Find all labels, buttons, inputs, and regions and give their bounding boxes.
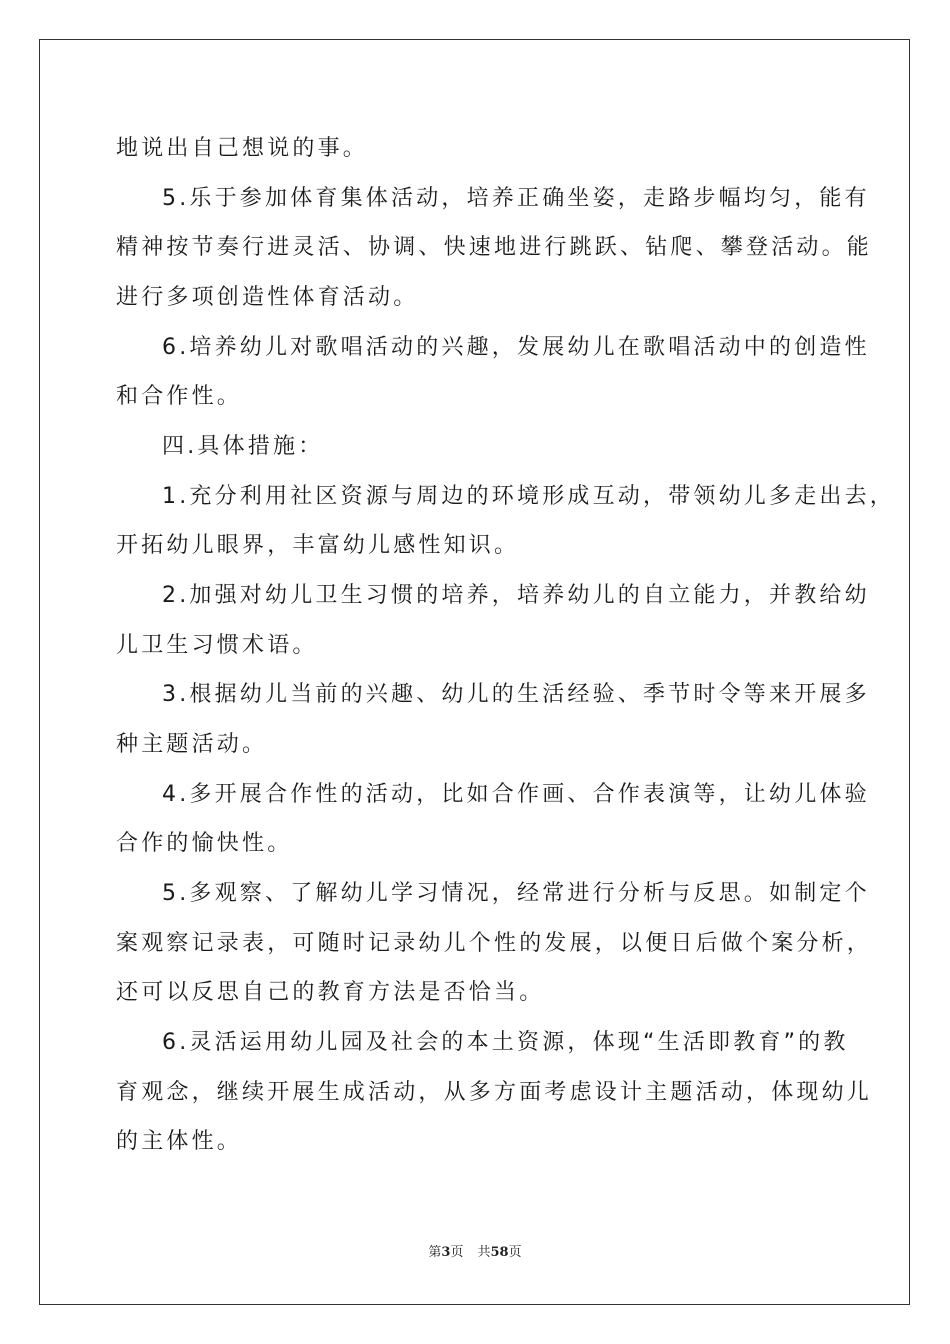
text-line: 种主题活动。: [116, 732, 268, 757]
text-line: 开拓幼儿眼界，丰富幼儿感性知识。: [116, 533, 520, 558]
total-pages-suffix: 页: [508, 1245, 522, 1260]
text-line: 和合作性。: [116, 384, 243, 409]
text-line: 6.培养幼儿对歌唱活动的兴趣，发展幼儿在歌唱活动中的创造性: [162, 335, 870, 360]
text-line: 1.充分利用社区资源与周边的环境形成互动，带领幼儿多走出去，: [162, 484, 895, 509]
total-pages-prefix: 共: [477, 1245, 491, 1260]
page-number-suffix: 页: [450, 1245, 464, 1260]
total-pages-number: 58: [490, 1245, 509, 1260]
text-line: 合作的愉快性。: [116, 831, 293, 856]
section-heading: 四.具体措施：: [162, 434, 324, 459]
text-line: 还可以反思自己的教育方法是否恰当。: [116, 980, 545, 1005]
text-line: 儿卫生习惯术语。: [116, 633, 318, 658]
text-line: 进行多项创造性体育活动。: [116, 285, 419, 310]
text-line: 精神按节奏行进灵活、协调、快速地进行跳跃、钻爬、攀登活动。能: [116, 235, 873, 260]
text-line: 的主体性。: [116, 1129, 243, 1154]
page-footer: [0, 1244, 950, 1262]
text-line: 6.灵活运用幼儿园及社会的本土资源，体现“生活即教育”的教: [162, 1030, 849, 1055]
text-line: 3.根据幼儿当前的兴趣、幼儿的生活经验、季节时令等来开展多: [162, 682, 870, 707]
text-line: 2.加强对幼儿卫生习惯的培养，培养幼儿的自立能力，并教给幼: [162, 583, 870, 608]
page-number-prefix: 第: [428, 1245, 442, 1260]
text-line: 地说出自己想说的事。: [116, 136, 369, 161]
text-line: 5.多观察、了解幼儿学习情况，经常进行分析与反思。如制定个: [162, 881, 870, 906]
text-line: 5.乐于参加体育集体活动，培养正确坐姿，走路步幅均匀，能有: [162, 186, 870, 211]
text-line: 4.多开展合作性的活动，比如合作画、合作表演等，让幼儿体验: [162, 782, 870, 807]
page-border: [39, 39, 910, 1305]
text-line: 案观察记录表，可随时记录幼儿个性的发展，以便日后做个案分析，: [116, 931, 873, 956]
text-line: 育观念，继续开展生成活动，从多方面考虑设计主题活动，体现幼儿: [116, 1080, 873, 1105]
current-page-number: 3: [441, 1245, 451, 1260]
